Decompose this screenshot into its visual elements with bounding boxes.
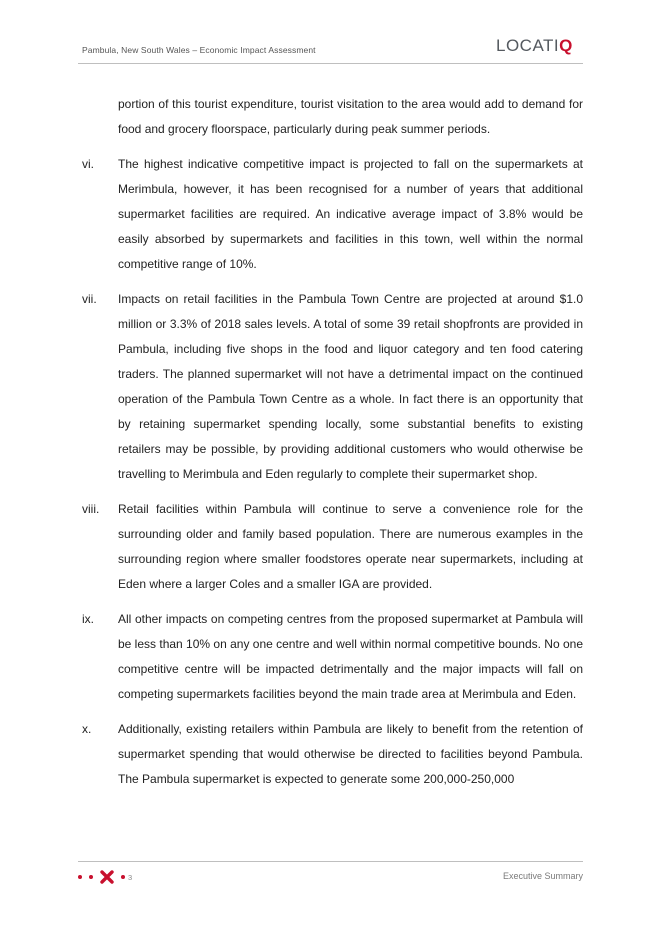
list-numeral: vi. <box>82 157 94 171</box>
page-number: 3 <box>128 873 133 882</box>
paragraph-text: Retail facilities within Pambula will continue to serve a convenience role for the surrounding older and family based population. There are numerous examples in the surrounding region where smaller foodstores operate near supermarkets, including at Eden where a larger Coles and a smaller IGA are provided. <box>118 502 583 591</box>
dot-icon <box>78 875 82 879</box>
locationiq-logo <box>496 36 573 58</box>
list-item <box>82 607 583 707</box>
list-numeral: vii. <box>82 292 97 306</box>
logo-text-accent: Q <box>559 36 573 55</box>
header-divider <box>78 63 583 64</box>
list-item <box>82 152 583 277</box>
list-item <box>82 497 583 597</box>
running-header: Pambula, New South Wales – Economic Impact Assessment <box>82 45 316 55</box>
body-content <box>82 92 583 792</box>
x-mark-icon <box>100 870 114 884</box>
paragraph-text: portion of this tourist expenditure, tourist visitation to the area would add to demand for food and grocery floorspace, particularly during peak summer periods. <box>118 97 583 136</box>
section-title: Executive Summary <box>502 871 583 881</box>
dot-icon <box>89 875 93 879</box>
list-numeral: ix. <box>82 612 94 626</box>
list-item <box>82 717 583 792</box>
dot-icon <box>121 875 125 879</box>
list-numeral: viii. <box>82 502 100 516</box>
paragraph-text: All other impacts on competing centres from the proposed supermarket at Pambula will be less than 10% on any one centre and well within normal competitive bounds. No one competitive centre will be impacted detrimentally and the major impacts will fall on competing supermarkets facilities beyond the main trade area at Merimbula and Eden. <box>118 612 583 701</box>
logo-text-main: LOCATI <box>496 36 560 55</box>
paragraph-text: Additionally, existing retailers within Pambula are likely to benefit from the retention of supermarket spending that would otherwise be directed to facilities beyond Pambula. The Pambula supermarket is expected to generate some 200,000-250,000 <box>118 722 583 786</box>
paragraph-text: Impacts on retail facilities in the Pambula Town Centre are projected at around $1.0 million or 3.3% of 2018 sales levels. A total of some 39 retail shopfronts are provided in Pambula, including five shops in the food and liquor category and ten food catering traders. The planned supermarket will not have a detrimental impact on the continued operation of the Pambula Town Centre as a whole. In fact there is an opportunity that by retaining supermarket spending locally, some substantial benefits to existing retailers may be possible, by providing additional customers who would otherwise be travelling to Merimbula and Eden regularly to complete their supermarket shop. <box>118 292 583 481</box>
list-item <box>82 287 583 487</box>
footer-brand-mark <box>78 867 132 887</box>
list-item <box>82 92 583 142</box>
footer-divider <box>78 861 583 862</box>
list-numeral: x. <box>82 722 92 736</box>
paragraph-text: The highest indicative competitive impact is projected to fall on the supermarkets at Merimbula, however, it has been recognised for a number of years that additional supermarket facilities are required. An indicative average impact of 3.8% would be easily absorbed by supermarkets and facilities in this town, well within the normal competitive range of 10%. <box>118 157 583 271</box>
